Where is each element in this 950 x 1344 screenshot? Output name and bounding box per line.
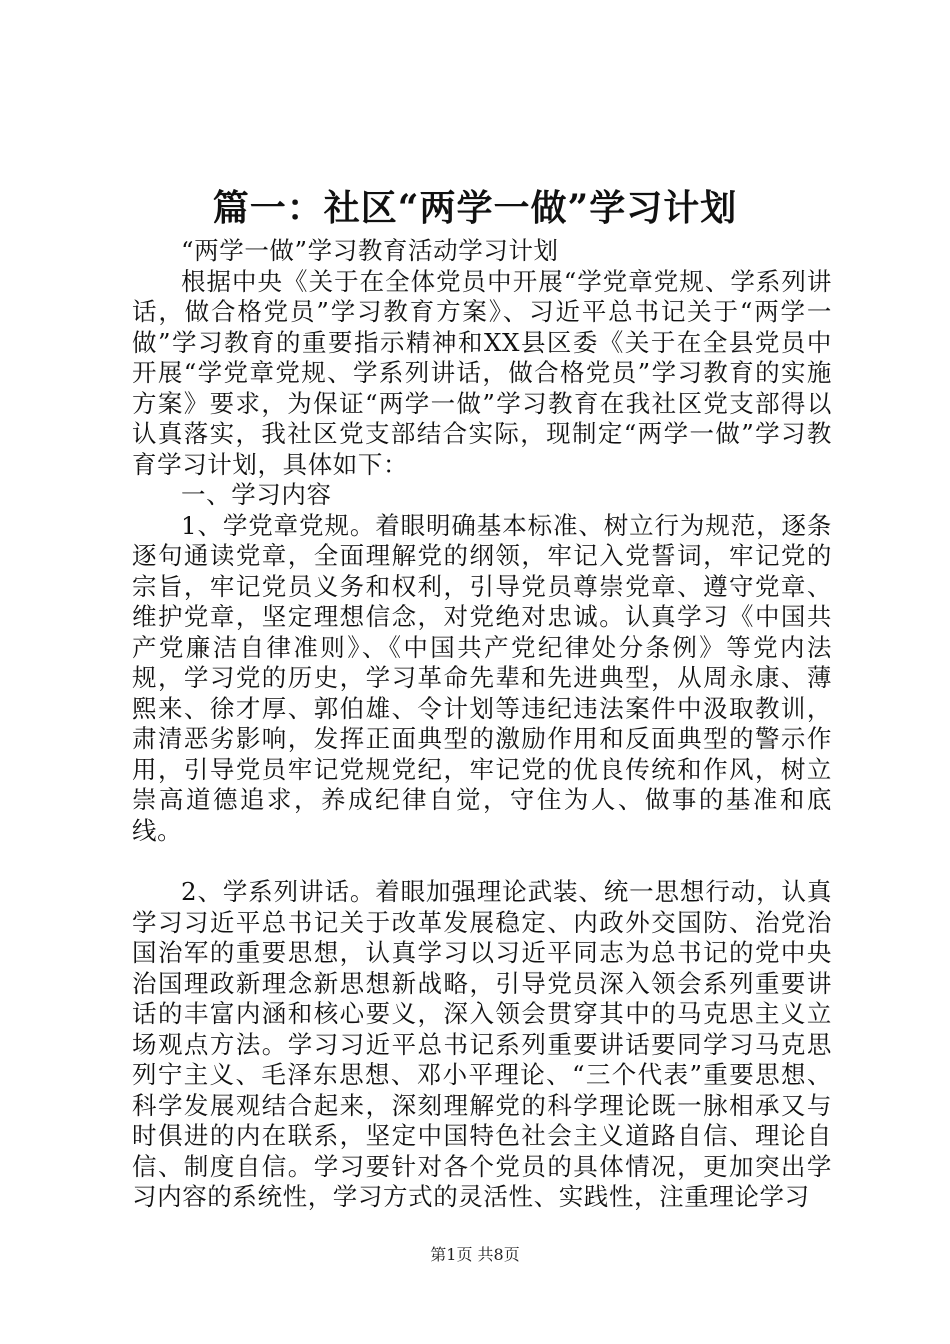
document-title: 篇一：社区“两学一做”学习计划 bbox=[212, 187, 738, 229]
subtitle-paragraph: “两学一做”学习教育活动学习计划 bbox=[181, 236, 559, 265]
paragraph-gap bbox=[132, 846, 832, 877]
section-heading: 一、学习内容 bbox=[181, 480, 332, 509]
page-footer: 第1页 共8页 bbox=[430, 1245, 520, 1264]
item-1-paragraph: 1、学党章党规。着眼明确基本标准、树立行为规范，逐条逐句通读党章，全面理解党的纲领，牢记入党誓词，牢记党的宗旨，牢记党员义务和权利，引导党员尊崇党章、遵守党章、维护党章，坚定理想信念，对党绝对忠诚。认真学习《中国共产党廉洁自律准则》、《中国共产党纪律处分条例》等党内法规，学习党的历史，学习革命先辈和先进典型，从周永康、薄熙来、徐才厚、郭伯雄、令计划等违纪违法案件中汲取教训，肃清恶劣影响，发挥正面典型的激励作用和反面典型的警示作用，引导党员牢记党规党纪，牢记党的优良传统和作风，树立崇高道德追求，养成纪律自觉，守住为人、做事的基准和底线。 bbox=[132, 510, 832, 845]
item-2-paragraph: 2、学系列讲话。着眼加强理论武装、统一思想行动，认真学习习近平总书记关于改革发展稳定、内政外交国防、治党治国治军的重要思想，认真学习以习近平同志为总书记的党中央治国理政新理念新思想新战略，引导党员深入领会系列重要讲话的丰富内涵和核心要义，深入领会贯穿其中的马克思主义立场观点方法。学习习近平总书记系列重要讲话要同学习马克思列宁主义、毛泽东思想、邓小平理论、“三个代表”重要思想、科学发展观结合起来，深刻理解党的科学理论既一脉相承又与时俱进的内在联系，坚定中国特色社会主义道路自信、理论自信、制度自信。学习要针对各个党员的具体情况，更加突出学习内容的系统性，学习方式的灵活性、实践性，注重理论学习 bbox=[132, 877, 832, 1211]
intro-paragraph: 根据中央《关于在全体党员中开展“学党章党规、学系列讲话，做合格党员”学习教育方案》、习近平总书记关于“两学一做”学习教育的重要指示精神和XX县区委《关于在全县党员中开展“学党章党规、学系列讲话，做合格党员”学习教育的实施方案》要求，为保证“两学一做”学习教育在我社区党支部得以认真落实，我社区党支部结合实际，现制定“两学一做”学习教育学习计划，具体如下： bbox=[132, 266, 832, 479]
document-body bbox=[132, 236, 832, 1213]
